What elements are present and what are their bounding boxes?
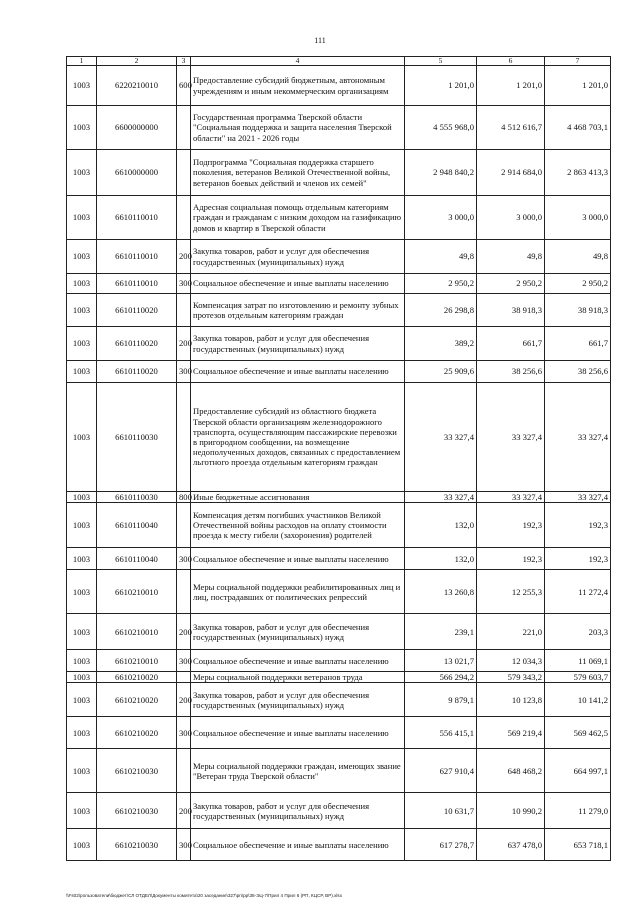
expense-type-code: 200 (177, 240, 191, 274)
amount-2024: 1 201,0 (405, 66, 477, 106)
amount-2024: 566 294,2 (405, 672, 477, 683)
amount-2025: 10 990,2 (477, 793, 545, 829)
section-code: 1003 (67, 749, 97, 793)
table-row (67, 196, 611, 240)
table-row (67, 749, 611, 793)
table-row (67, 66, 611, 106)
amount-2026: 49,8 (545, 240, 611, 274)
amount-2026: 569 462,5 (545, 717, 611, 749)
amount-2025: 33 327,4 (477, 492, 545, 503)
target-article-code: 6610110020 (97, 294, 177, 327)
expense-type-code: 300 (177, 548, 191, 570)
amount-2024: 49,8 (405, 240, 477, 274)
table-row (67, 650, 611, 672)
target-article-code: 6610210030 (97, 749, 177, 793)
target-article-code: 6610000000 (97, 150, 177, 196)
expense-name: Предоставление субсидий бюджетным, автономным учреждениям и иным некоммерческим организациям (191, 66, 405, 106)
amount-2024: 13 260,8 (405, 570, 477, 614)
amount-2024: 132,0 (405, 503, 477, 548)
amount-2025: 637 478,0 (477, 829, 545, 861)
section-code: 1003 (67, 503, 97, 548)
expense-type-code: 300 (177, 274, 191, 294)
amount-2024: 2 950,2 (405, 274, 477, 294)
section-code: 1003 (67, 383, 97, 492)
amount-2026: 38 256,6 (545, 361, 611, 383)
table-row (67, 294, 611, 327)
table-row (67, 717, 611, 749)
target-article-code: 6610110010 (97, 240, 177, 274)
amount-2026: 33 327,4 (545, 492, 611, 503)
column-number: 7 (545, 57, 611, 66)
table-row (67, 106, 611, 150)
amount-2025: 192,3 (477, 548, 545, 570)
amount-2024: 556 415,1 (405, 717, 477, 749)
section-code: 1003 (67, 294, 97, 327)
column-number: 6 (477, 57, 545, 66)
expense-name: Государственная программа Тверской области "Социальная поддержка и защита населения Тверской области" на 2021 - 2026 годы (191, 106, 405, 150)
table-row (67, 361, 611, 383)
expense-type-code: 300 (177, 829, 191, 861)
budget-table (66, 56, 611, 861)
amount-2024: 33 327,4 (405, 383, 477, 492)
amount-2025: 33 327,4 (477, 383, 545, 492)
table-row (67, 327, 611, 361)
expense-name: Закупка товаров, работ и услуг для обеспечения государственных (муниципальных) нужд (191, 683, 405, 717)
table-row (67, 570, 611, 614)
amount-2025: 49,8 (477, 240, 545, 274)
amount-2026: 661,7 (545, 327, 611, 361)
target-article-code: 6610110020 (97, 327, 177, 361)
target-article-code: 6610110040 (97, 548, 177, 570)
amount-2026: 4 468 703,1 (545, 106, 611, 150)
page-number: 111 (314, 36, 326, 45)
target-article-code: 6610210010 (97, 614, 177, 650)
target-article-code: 6610110020 (97, 361, 177, 383)
section-code: 1003 (67, 492, 97, 503)
amount-2026: 203,3 (545, 614, 611, 650)
expense-name: Социальное обеспечение и иные выплаты населению (191, 274, 405, 294)
amount-2025: 3 000,0 (477, 196, 545, 240)
amount-2026: 10 141,2 (545, 683, 611, 717)
amount-2026: 38 918,3 (545, 294, 611, 327)
section-code: 1003 (67, 150, 97, 196)
section-code: 1003 (67, 683, 97, 717)
table-row (67, 548, 611, 570)
table-row (67, 793, 611, 829)
expense-name: Предоставление субсидий из областного бюджета Тверской области организациям железнодорожного транспорта, осуществляющим пассажирские перевозки в пригородном сообщении, на возмещение недополученных доходов, связанных с предоставлением льготного проезда отдельным категориям граждан (191, 383, 405, 492)
expense-name: Компенсация детям погибших участников Великой Отечественной войны расходов на оплату стоимости проезда к месту гибели (захоронения) родителей (191, 503, 405, 548)
expense-name: Меры социальной поддержки реабилитированных лиц и лиц, пострадавших от политических репрессий (191, 570, 405, 614)
section-code: 1003 (67, 717, 97, 749)
expense-type-code: 200 (177, 793, 191, 829)
expense-type-code: 800 (177, 492, 191, 503)
amount-2025: 579 343,2 (477, 672, 545, 683)
amount-2024: 13 021,7 (405, 650, 477, 672)
section-code: 1003 (67, 106, 97, 150)
target-article-code: 6610210020 (97, 683, 177, 717)
amount-2024: 10 631,7 (405, 793, 477, 829)
expense-name: Закупка товаров, работ и услуг для обеспечения государственных (муниципальных) нужд (191, 240, 405, 274)
amount-2025: 4 512 616,7 (477, 106, 545, 150)
target-article-code: 6610210030 (97, 793, 177, 829)
table-row (67, 683, 611, 717)
amount-2025: 2 914 684,0 (477, 150, 545, 196)
expense-name: Закупка товаров, работ и услуг для обеспечения государственных (муниципальных) нужд (191, 614, 405, 650)
table-row (67, 274, 611, 294)
expense-type-code (177, 749, 191, 793)
table-row (67, 672, 611, 683)
target-article-code: 6610210020 (97, 672, 177, 683)
table-row (67, 240, 611, 274)
amount-2025: 192,3 (477, 503, 545, 548)
amount-2026: 11 069,1 (545, 650, 611, 672)
section-code: 1003 (67, 650, 97, 672)
amount-2024: 627 910,4 (405, 749, 477, 793)
expense-name: Компенсация затрат по изготовлению и ремонту зубных протезов отдельным категориям граждан (191, 294, 405, 327)
amount-2026: 664 997,1 (545, 749, 611, 793)
expense-name: Меры социальной поддержки ветеранов труда (191, 672, 405, 683)
target-article-code: 6610210020 (97, 717, 177, 749)
section-code: 1003 (67, 240, 97, 274)
target-article-code: 6610110040 (97, 503, 177, 548)
expense-type-code: 300 (177, 650, 191, 672)
expense-name: Адресная социальная помощь отдельным категориям граждан и гражданам с низким доходом на газификацию домов и квартир в Тверской области (191, 196, 405, 240)
expense-type-code (177, 570, 191, 614)
section-code: 1003 (67, 793, 97, 829)
expense-name: Иные бюджетные ассигнования (191, 492, 405, 503)
amount-2026: 33 327,4 (545, 383, 611, 492)
amount-2026: 1 201,0 (545, 66, 611, 106)
expense-name: Подпрограмма "Социальная поддержка старшего поколения, ветеранов Великой Отечественной войны, ветеранов боевых действий и членов их семей" (191, 150, 405, 196)
amount-2024: 25 909,6 (405, 361, 477, 383)
target-article-code: 6610210030 (97, 829, 177, 861)
section-code: 1003 (67, 829, 97, 861)
table-row (67, 503, 611, 548)
expense-type-code (177, 672, 191, 683)
amount-2025: 661,7 (477, 327, 545, 361)
amount-2024: 132,0 (405, 548, 477, 570)
amount-2025: 648 468,2 (477, 749, 545, 793)
amount-2026: 579 603,7 (545, 672, 611, 683)
amount-2025: 569 219,4 (477, 717, 545, 749)
column-number: 5 (405, 57, 477, 66)
amount-2024: 389,2 (405, 327, 477, 361)
column-number: 2 (97, 57, 177, 66)
expense-name: Социальное обеспечение и иные выплаты населению (191, 650, 405, 672)
expense-type-code (177, 196, 191, 240)
expense-type-code: 300 (177, 361, 191, 383)
amount-2025: 12 255,3 (477, 570, 545, 614)
section-code: 1003 (67, 361, 97, 383)
expense-type-code (177, 503, 191, 548)
expense-type-code: 200 (177, 327, 191, 361)
expense-name: Закупка товаров, работ и услуг для обеспечения государственных (муниципальных) нужд (191, 327, 405, 361)
amount-2024: 9 879,1 (405, 683, 477, 717)
amount-2026: 2 863 413,3 (545, 150, 611, 196)
column-number-row (67, 57, 611, 66)
amount-2024: 2 948 840,2 (405, 150, 477, 196)
amount-2024: 4 555 968,0 (405, 106, 477, 150)
expense-type-code: 600 (177, 66, 191, 106)
expense-name: Социальное обеспечение и иные выплаты населению (191, 548, 405, 570)
expense-type-code: 200 (177, 683, 191, 717)
section-code: 1003 (67, 327, 97, 361)
section-code: 1003 (67, 66, 97, 106)
expense-name: Меры социальной поддержки граждан, имеющих звание "Ветеран труда Тверской области" (191, 749, 405, 793)
amount-2026: 192,3 (545, 548, 611, 570)
table-row (67, 492, 611, 503)
amount-2025: 10 123,8 (477, 683, 545, 717)
amount-2024: 26 298,8 (405, 294, 477, 327)
section-code: 1003 (67, 570, 97, 614)
column-number: 4 (191, 57, 405, 66)
expense-name: Закупка товаров, работ и услуг для обеспечения государственных (муниципальных) нужд (191, 793, 405, 829)
expense-type-code (177, 383, 191, 492)
target-article-code: 6610110030 (97, 383, 177, 492)
table-row (67, 614, 611, 650)
target-article-code: 6220210010 (97, 66, 177, 106)
target-article-code: 6610210010 (97, 650, 177, 672)
target-article-code: 6610210010 (97, 570, 177, 614)
target-article-code: 6610110010 (97, 196, 177, 240)
table-row (67, 383, 611, 492)
expense-type-code (177, 150, 191, 196)
table-row (67, 150, 611, 196)
target-article-code: 6610110030 (97, 492, 177, 503)
amount-2024: 3 000,0 (405, 196, 477, 240)
amount-2026: 192,3 (545, 503, 611, 548)
section-code: 1003 (67, 614, 97, 650)
amount-2026: 3 000,0 (545, 196, 611, 240)
amount-2025: 12 034,3 (477, 650, 545, 672)
amount-2025: 2 950,2 (477, 274, 545, 294)
amount-2025: 38 256,6 (477, 361, 545, 383)
section-code: 1003 (67, 672, 97, 683)
amount-2026: 11 279,0 (545, 793, 611, 829)
expense-name: Социальное обеспечение и иные выплаты населению (191, 361, 405, 383)
expense-name: Социальное обеспечение и иные выплаты населению (191, 829, 405, 861)
target-article-code: 6610110010 (97, 274, 177, 294)
column-number: 1 (67, 57, 97, 66)
expense-type-code: 300 (177, 717, 191, 749)
amount-2026: 653 718,1 (545, 829, 611, 861)
expense-type-code (177, 294, 191, 327)
expense-name: Социальное обеспечение и иные выплаты населению (191, 717, 405, 749)
amount-2026: 11 272,4 (545, 570, 611, 614)
amount-2024: 33 327,4 (405, 492, 477, 503)
section-code: 1003 (67, 548, 97, 570)
section-code: 1003 (67, 274, 97, 294)
column-number: 3 (177, 57, 191, 66)
table-body (67, 57, 611, 861)
expense-type-code (177, 106, 191, 150)
amount-2024: 239,1 (405, 614, 477, 650)
file-path-footer: \\Fs02\рользователи\бюджет\СЛ ОТДЕЛ\Документы комитета\20 заседание\327\рп\рр\38-ЭЦ-7\Прил 4 Прил 6 (РП, КЦСР, ВР).xlsx (66, 893, 343, 898)
amount-2025: 1 201,0 (477, 66, 545, 106)
table-row (67, 829, 611, 861)
amount-2026: 2 950,2 (545, 274, 611, 294)
amount-2024: 617 278,7 (405, 829, 477, 861)
expense-type-code: 200 (177, 614, 191, 650)
amount-2025: 221,0 (477, 614, 545, 650)
section-code: 1003 (67, 196, 97, 240)
amount-2025: 38 918,3 (477, 294, 545, 327)
target-article-code: 6600000000 (97, 106, 177, 150)
